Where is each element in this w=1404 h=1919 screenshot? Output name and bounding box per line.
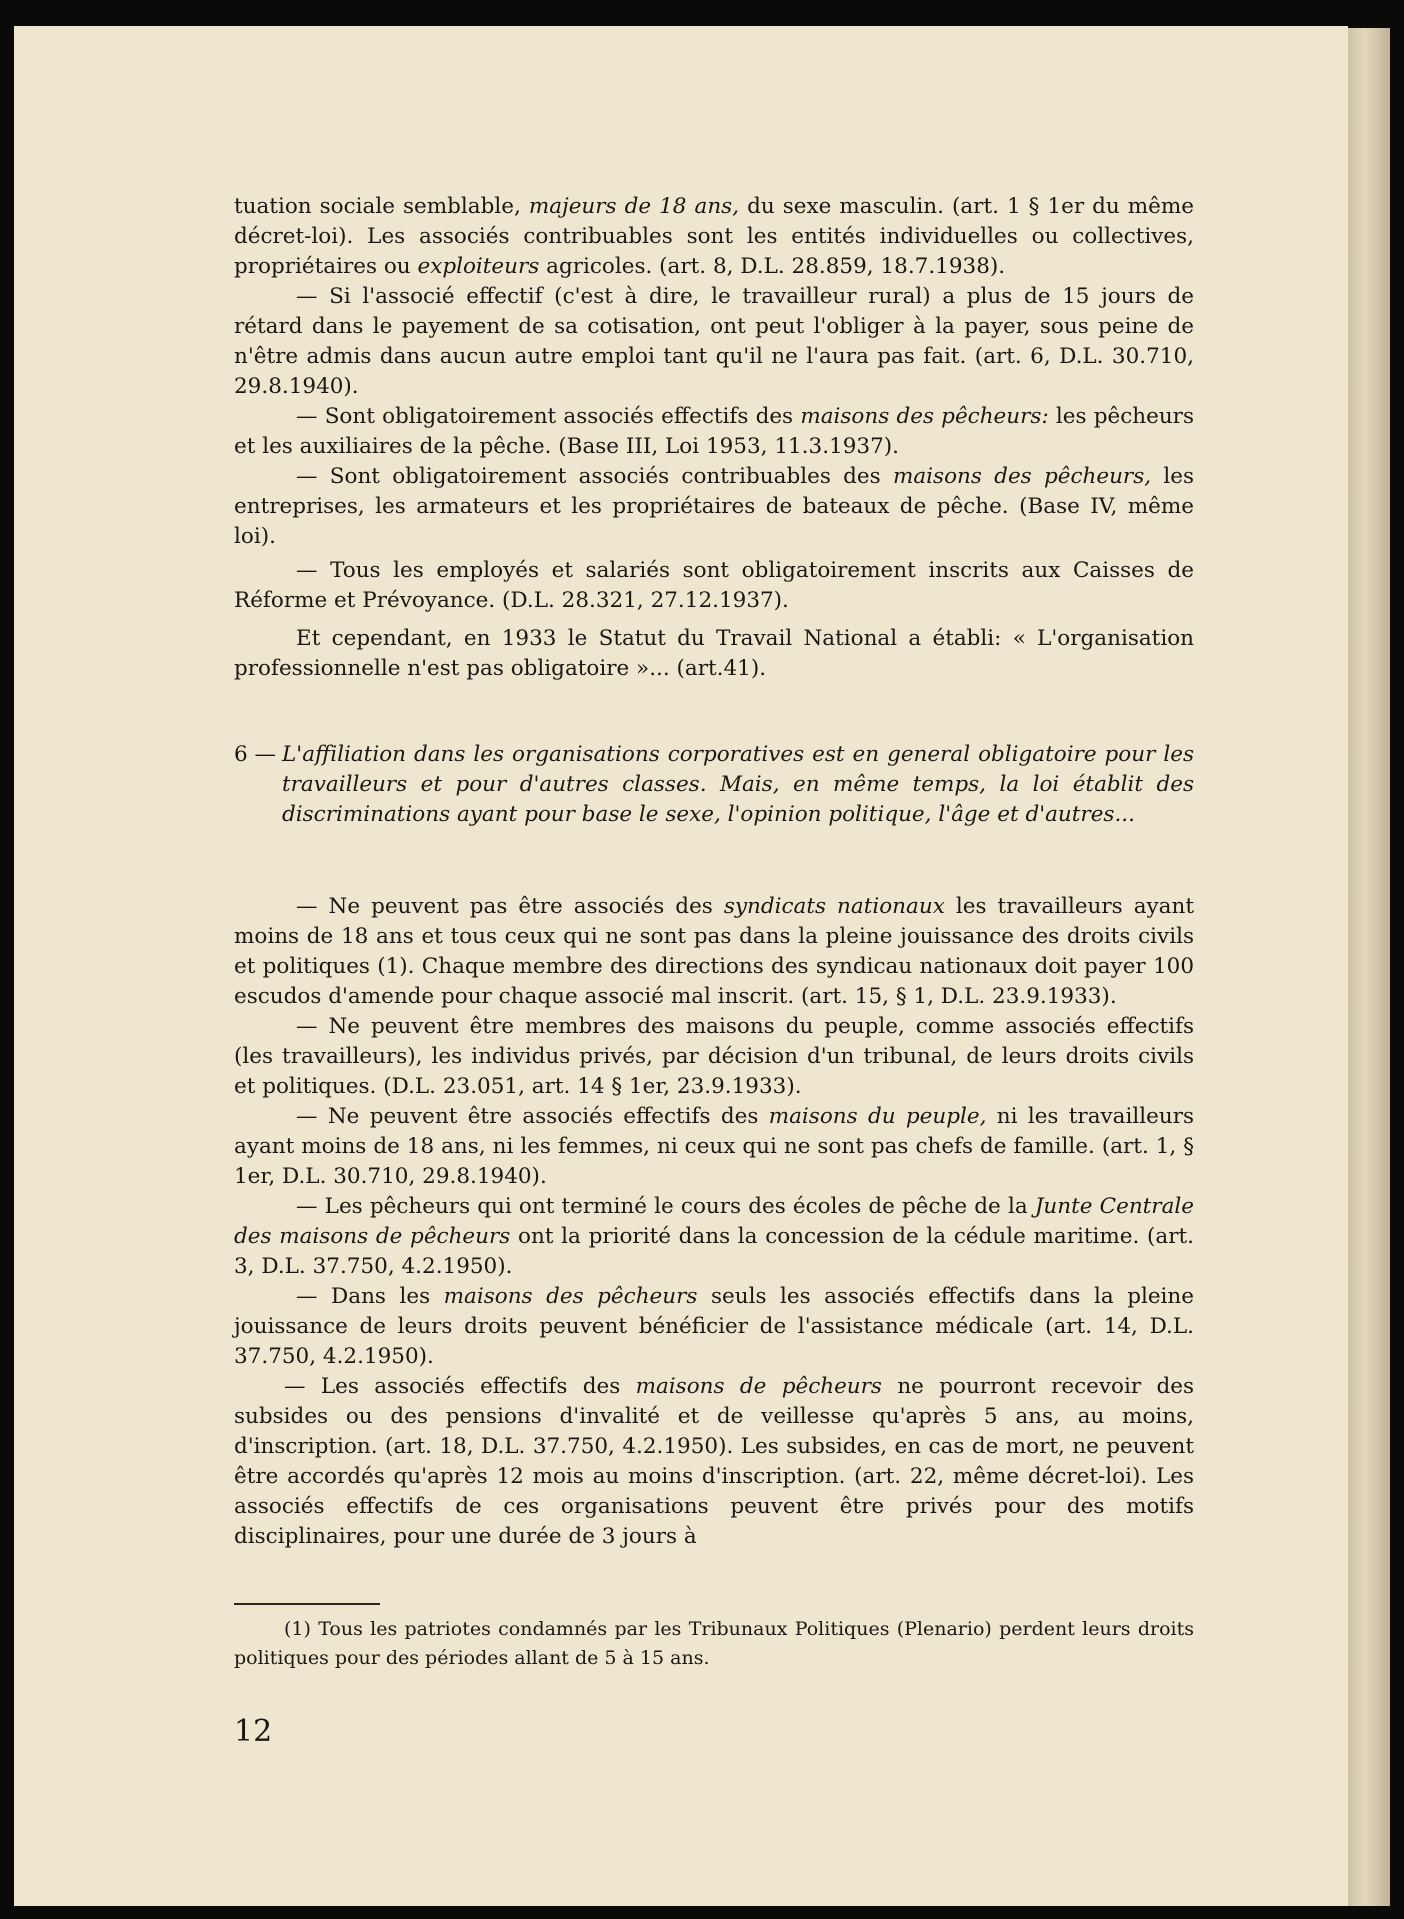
paragraph: tuation sociale semblable, majeurs de 18 ans, du sexe masculin. (art. 1 § 1er du même décret-loi). Les associés contribuables sont les entités individuelles ou collectives, propriétaires ou exploiteurs agricoles. (art. 8, D.L. 28.859, 18.7.1938). <box>234 194 1195 279</box>
paragraph: — Tous les employés et salariés sont obligatoirement inscrits aux Caisses de Réforme et Prévoyance. (D.L. 28.321, 27.12.1937). <box>234 558 1194 613</box>
paragraph: — Sont obligatoirement associés effectifs des maisons des pêcheurs: les pêcheurs et les auxiliaires de la pêche. (Base III, Loi 1953, 11.3.1937). <box>234 404 1194 459</box>
body-text-lower <box>234 892 1194 1552</box>
paragraph: — Si l'associé effectif (c'est à dire, le travailleur rural) a plus de 15 jours de rétard dans le payement de sa cotisation, ont peut l'obliger à la payer, sous peine de n'être admis dans aucun autre emploi tant qu'il ne l'aura pas fait. (art. 6, D.L. 30.710, 29.8.1940). <box>234 284 1194 399</box>
footnote-rule <box>234 1603 380 1605</box>
paragraph: — Sont obligatoirement associés contribuables des maisons des pêcheurs, les entreprises, les armateurs et les propriétaires de bateaux de pêche. (Base IV, même loi). <box>234 464 1194 549</box>
paragraph: — Ne peuvent être associés effectifs des maisons du peuple, ni les travailleurs ayant moins de 18 ans, ni les femmes, ni ceux qui ne sont pas chefs de famille. (art. 1, § 1er, D.L. 30.710, 29.8.1940). <box>234 1104 1195 1189</box>
section-heading-text: L'affiliation dans les organisations corporatives est en general obligatoire pour les travailleurs et pour d'autres classes. Mais, en même temps, la loi établit des discriminations ayant pour base le sexe, l'opinion politique, l'âge et d'autres... <box>282 742 1194 827</box>
page-number: 12 <box>234 1714 273 1749</box>
footnote: (1) Tous les patriotes condamnés par les Tribunaux Politiques (Plenario) perdent leurs droits politiques pour des périodes allant de 5 à 15 ans. <box>234 1618 1194 1669</box>
paragraph: Et cependant, en 1933 le Statut du Travail National a établi: « L'organisation professionnelle n'est pas obligatoire »... (art.41). <box>234 626 1194 681</box>
paragraph: — Les associés effectifs des maisons de pêcheurs ne pourront recevoir des subsides ou des pensions d'invalité et de veillesse qu'après 5 ans, au moins, d'inscription. (art. 18, D.L. 37.750, 4.2.1950). Les subsides, en cas de mort, ne peuvent être accordés qu'après 12 mois au moins d'inscription. (art. 22, même décret-loi). Les associés effectifs de ces organisations peuvent être privés pour des motifs disciplinaires, pour une durée de 3 jours à <box>234 1374 1195 1549</box>
section-heading-6 <box>234 740 1194 830</box>
paragraph: — Ne peuvent être membres des maisons du peuple, comme associés effectifs (les travailleurs), les individus privés, par décision d'un tribunal, de leurs droits civils et politiques. (D.L. 23.051, art. 14 § 1er, 23.9.1933). <box>234 1014 1194 1099</box>
page-edge <box>1348 28 1390 1906</box>
paragraph: — Ne peuvent pas être associés des syndicats nationaux les travailleurs ayant moins de 18 ans et tous ceux qui ne sont pas dans la pleine jouissance des droits civils et politiques (1). Chaque membre des directions des syndicau nationaux doit payer 100 escudos d'amende pour chaque associé mal inscrit. (art. 15, § 1, D.L. 23.9.1933). <box>234 894 1194 1009</box>
paragraph: — Les pêcheurs qui ont terminé le cours des écoles de pêche de la Junte Centrale des maisons de pêcheurs ont la priorité dans la concession de la cédule maritime. (art. 3, D.L. 37.750, 4.2.1950). <box>234 1194 1195 1279</box>
paragraph: — Dans les maisons des pêcheurs seuls les associés effectifs dans la pleine jouissance de leurs droits peuvent bénéficier de l'assistance médicale (art. 14, D.L. 37.750, 4.2.1950). <box>234 1284 1195 1369</box>
section-number: 6 — <box>234 742 277 767</box>
body-text-upper <box>234 192 1194 684</box>
